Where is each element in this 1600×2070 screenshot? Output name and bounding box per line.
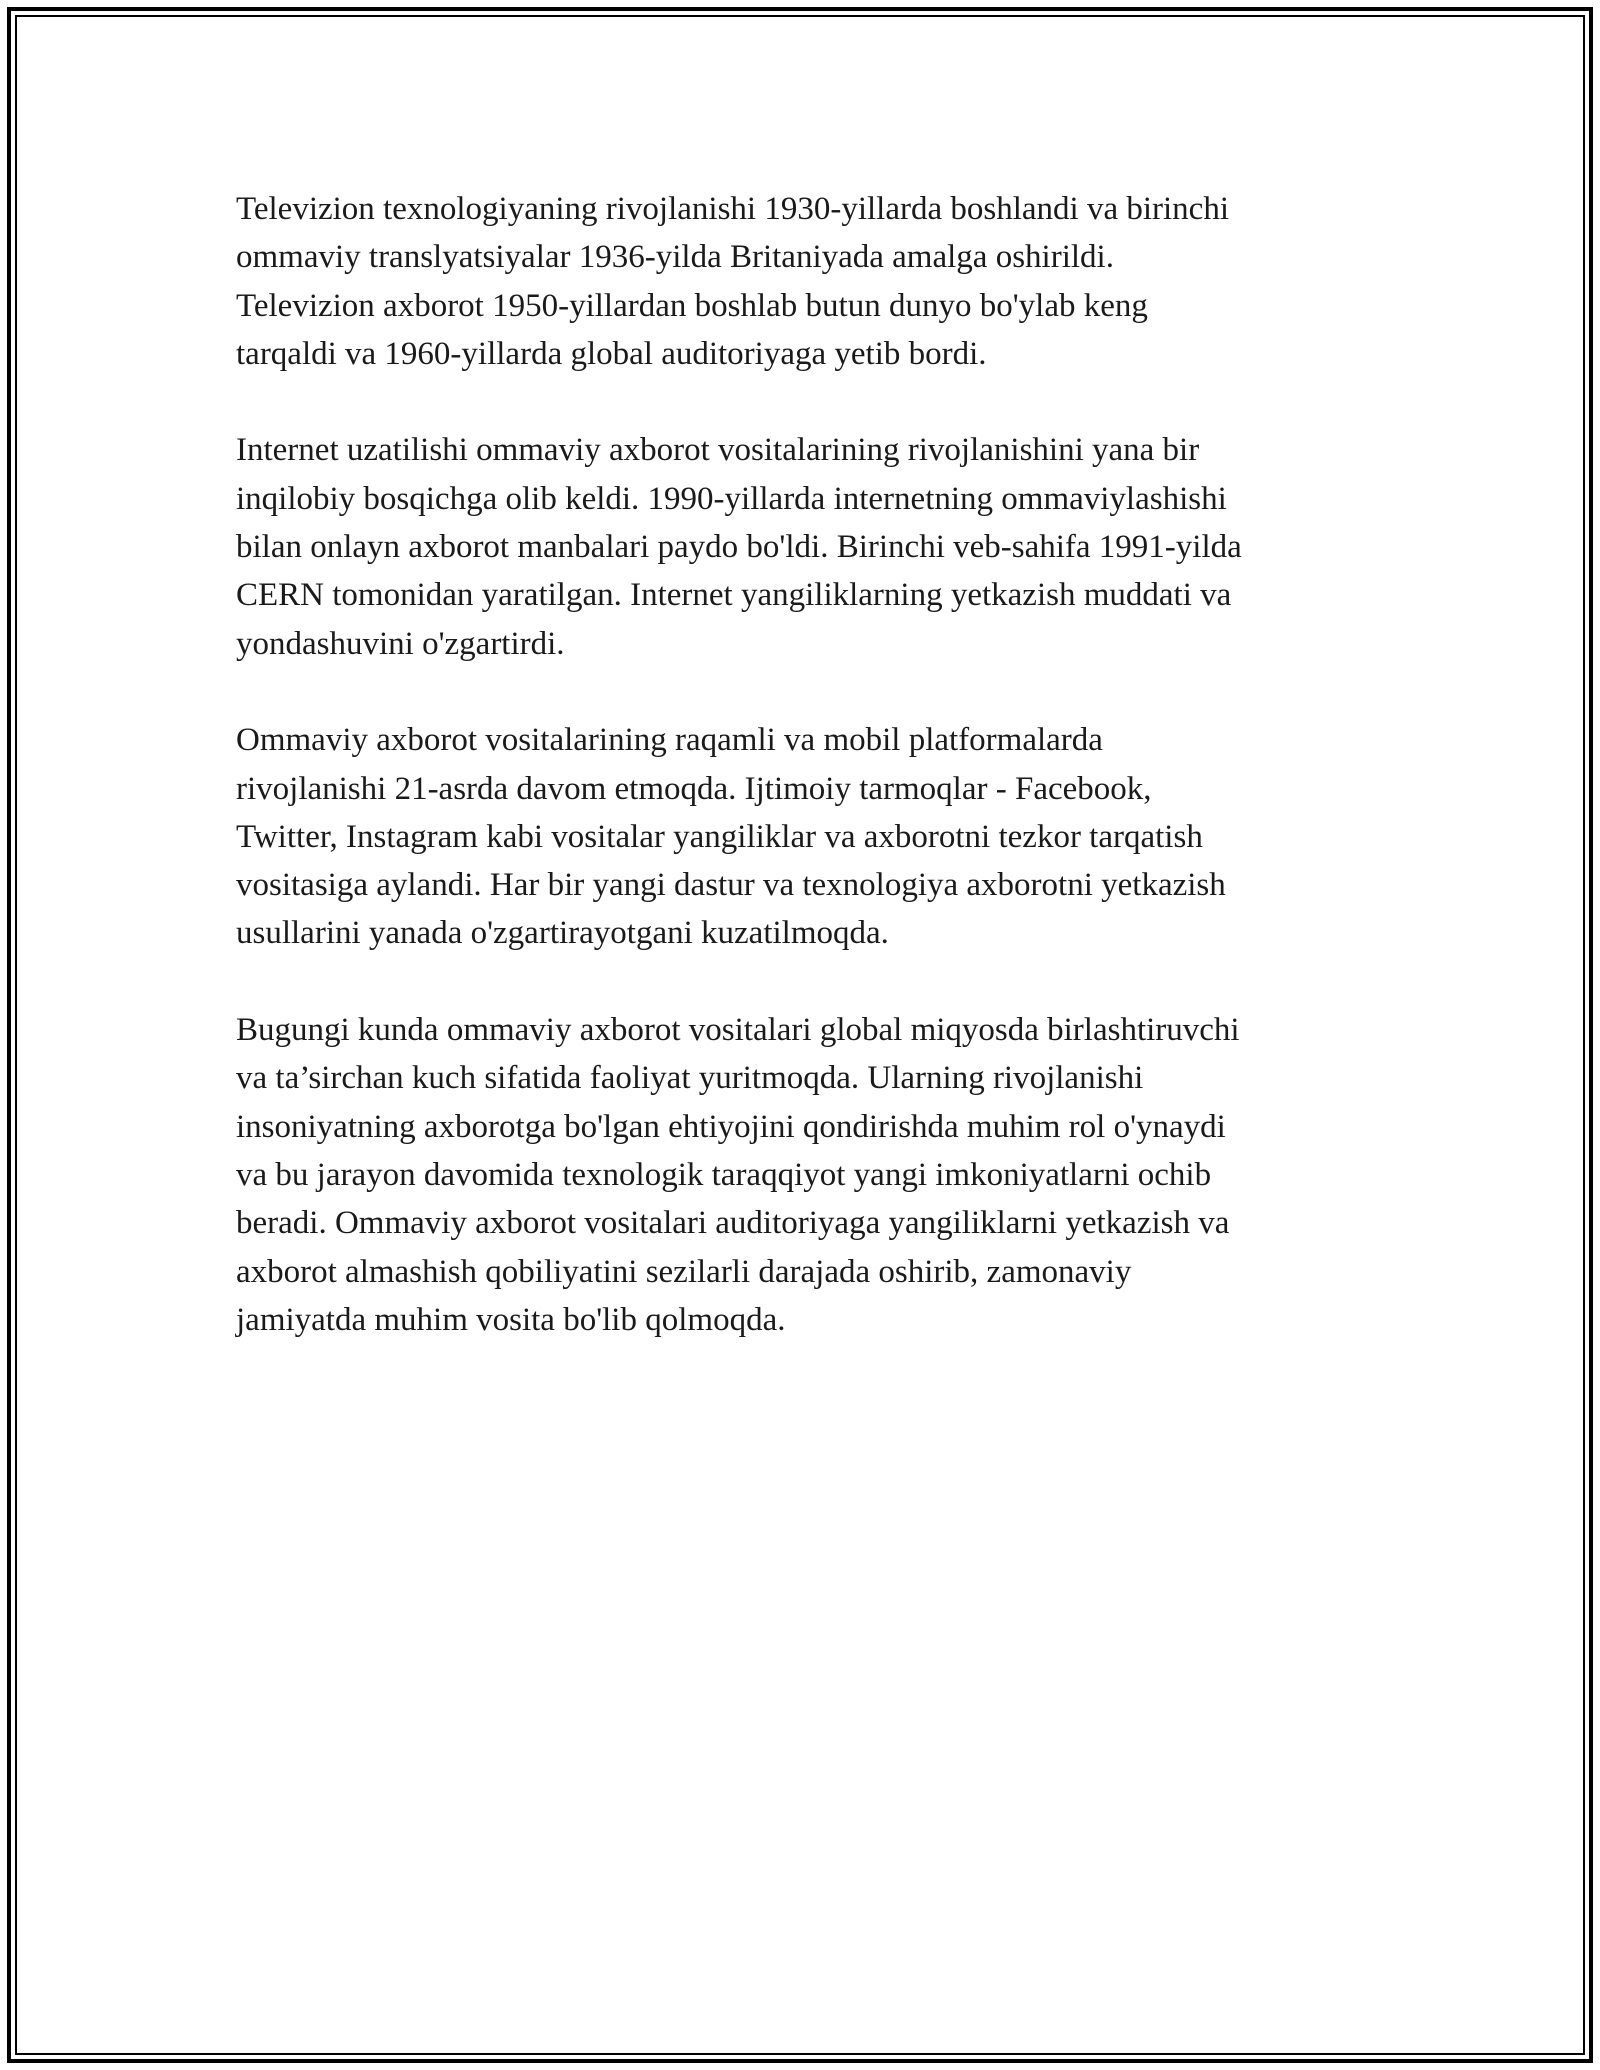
paragraph-digital-mobile (236, 716, 1366, 957)
text-line: Twitter, Instagram kabi vositalar yangiliklar va axborotni tezkor tarqatish (236, 818, 1203, 855)
text-line: jamiyatda muhim vosita bo'lib qolmoqda. (236, 1301, 786, 1338)
text-line: Bugungi kunda ommaviy axborot vositalari global miqyosda birlashtiruvchi (236, 1012, 1240, 1049)
text-line: CERN tomonidan yaratilgan. Internet yangiliklarning yetkazish muddati va (236, 577, 1232, 614)
text-line: Ommaviy axborot vositalarining raqamli va mobil platformalarda (236, 722, 1103, 759)
paragraph-internet (236, 426, 1366, 667)
document-body (236, 185, 1366, 1392)
paragraph-today (236, 1006, 1366, 1344)
text-line: beradi. Ommaviy axborot vositalari auditoriyaga yangiliklarni yetkazish va (236, 1205, 1230, 1242)
paragraph-television (236, 185, 1366, 378)
text-line: vositasiga aylandi. Har bir yangi dastur va texnologiya axborotni yetkazish (236, 867, 1226, 904)
text-line: usullarini yanada o'zgartirayotgani kuzatilmoqda. (236, 915, 889, 952)
text-line: Televizion axborot 1950-yillardan boshlab butun dunyo bo'ylab keng (236, 287, 1148, 324)
text-line: yondashuvini o'zgartirdi. (236, 625, 565, 662)
text-line: Televizion texnologiyaning rivojlanishi 1930-yillarda boshlandi va birinchi (236, 191, 1229, 227)
text-line: rivojlanishi 21-asrda davom etmoqda. Ijtimoiy tarmoqlar - Facebook, (236, 770, 1152, 807)
text-line: Internet uzatilishi ommaviy axborot vositalarining rivojlanishini yana bir (236, 432, 1200, 469)
text-line: bilan onlayn axborot manbalari paydo bo'ldi. Birinchi veb-sahifa 1991-yilda (236, 529, 1242, 566)
text-line: va bu jarayon davomida texnologik taraqqiyot yangi imkoniyatlarni ochib (236, 1156, 1212, 1193)
text-line: ommaviy translyatsiyalar 1936-yilda Britaniyada amalga oshirildi. (236, 239, 1114, 276)
text-line: va ta’sirchan kuch sifatida faoliyat yuritmoqda. Ularning rivojlanishi (236, 1060, 1144, 1097)
text-line: axborot almashish qobiliyatini sezilarli darajada oshirib, zamonaviy (236, 1253, 1132, 1290)
text-line: inqilobiy bosqichga olib keldi. 1990-yillarda internetning ommaviylashishi (236, 480, 1227, 517)
text-line: insoniyatning axborotga bo'lgan ehtiyojini qondirishda muhim rol o'ynaydi (236, 1108, 1226, 1145)
text-line: tarqaldi va 1960-yillarda global auditoriyaga yetib bordi. (236, 335, 987, 372)
